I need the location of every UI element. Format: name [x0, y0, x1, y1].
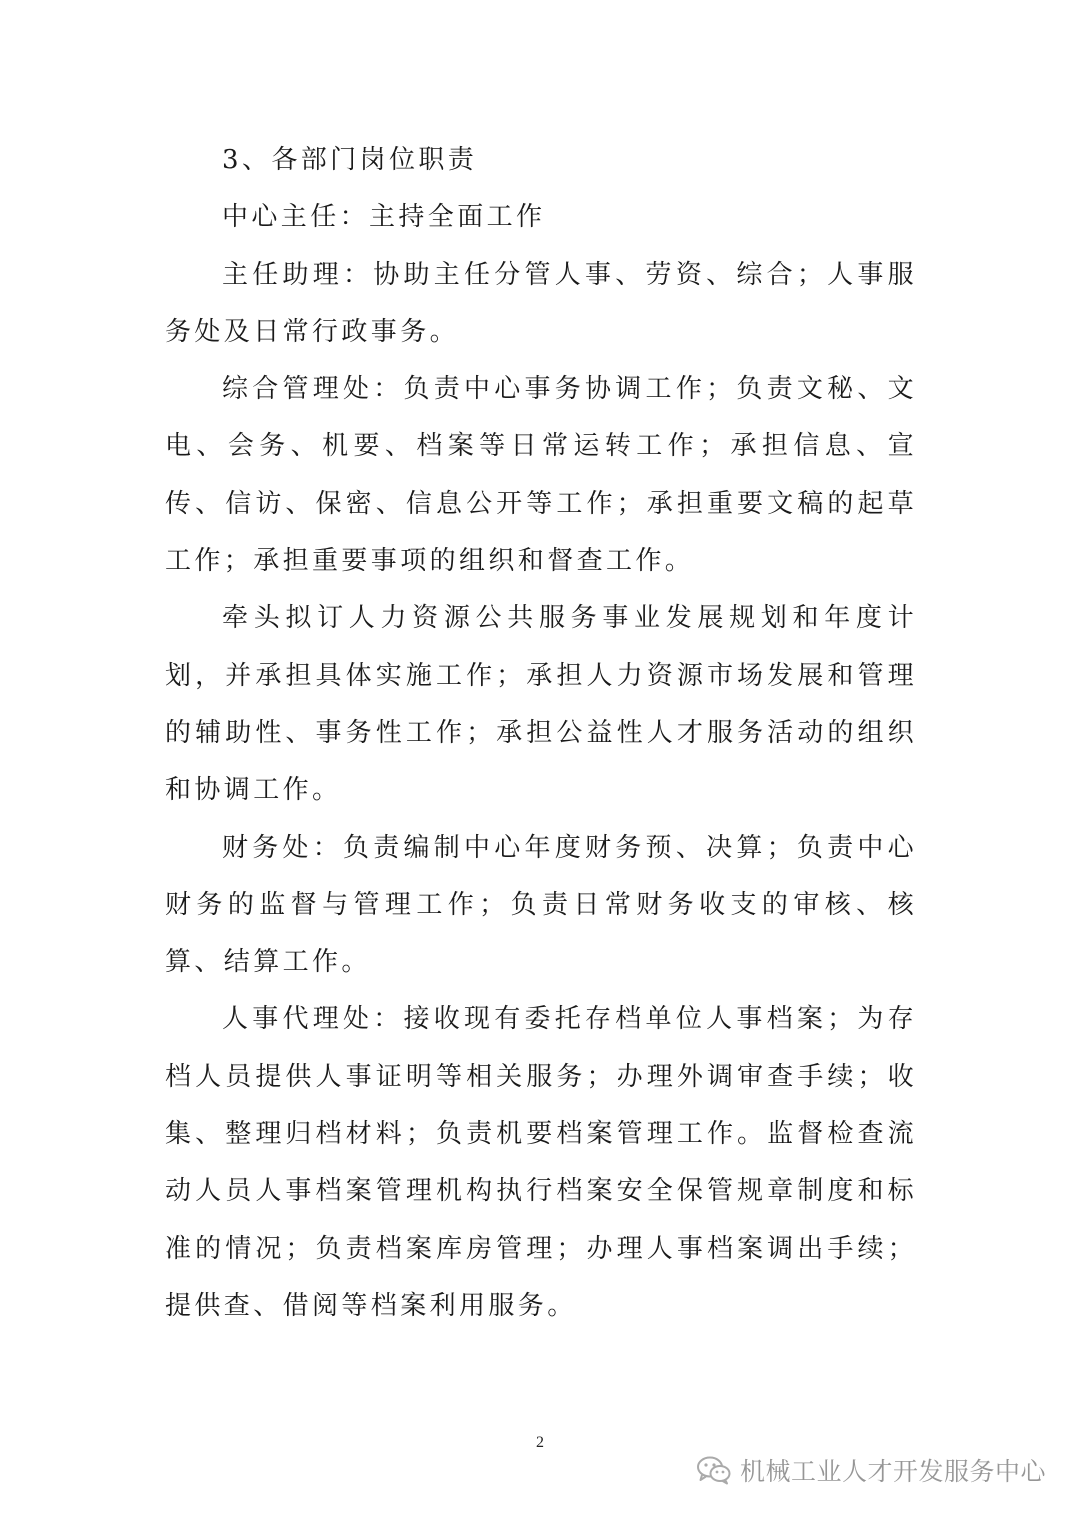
watermark-text: 机械工业人才开发服务中心	[739, 1457, 1046, 1486]
wechat-icon	[696, 1455, 732, 1485]
section-heading: 3、各部门岗位职责	[222, 145, 478, 175]
document-body	[165, 132, 917, 1335]
watermark	[696, 1452, 1046, 1488]
paragraph-director: 中心主任：主持全面工作	[222, 202, 546, 233]
page-number: 2	[536, 1434, 544, 1451]
paragraph-assistant-director: 主任助理：协助主任分管人事、劳资、综合；人事服务处及日常行政事务。	[165, 259, 917, 347]
paragraph-general-management: 综合管理处：负责中心事务协调工作；负责文秘、文电、会务、机要、档案等日常运转工作；承担信息、宣传、信访、保密、信息公开等工作；承担重要文稿的起草工作；承担重要事项的组织和督查工作。	[165, 374, 917, 577]
paragraph-hr-public-service: 牵头拟订人力资源公共服务事业发展规划和年度计划，并承担具体实施工作；承担人力资源市场发展和管理的辅助性、事务性工作；承担公益性人才服务活动的组织和协调工作。	[165, 603, 917, 806]
paragraph-personnel-agency: 人事代理处：接收现有委托存档单位人事档案；为存档人员提供人事证明等相关服务；办理外调审查手续；收集、整理归档材料；负责机要档案管理工作。监督检查流动人员人事档案管理机构执行档案安全保管规章制度和标准的情况；负责档案库房管理；办理人事档案调出手续；提供查、借阅等档案利用服务。	[165, 1004, 917, 1321]
paragraph-finance: 财务处：负责编制中心年度财务预、决算；负责中心财务的监督与管理工作；负责日常财务收支的审核、核算、结算工作。	[165, 832, 917, 978]
